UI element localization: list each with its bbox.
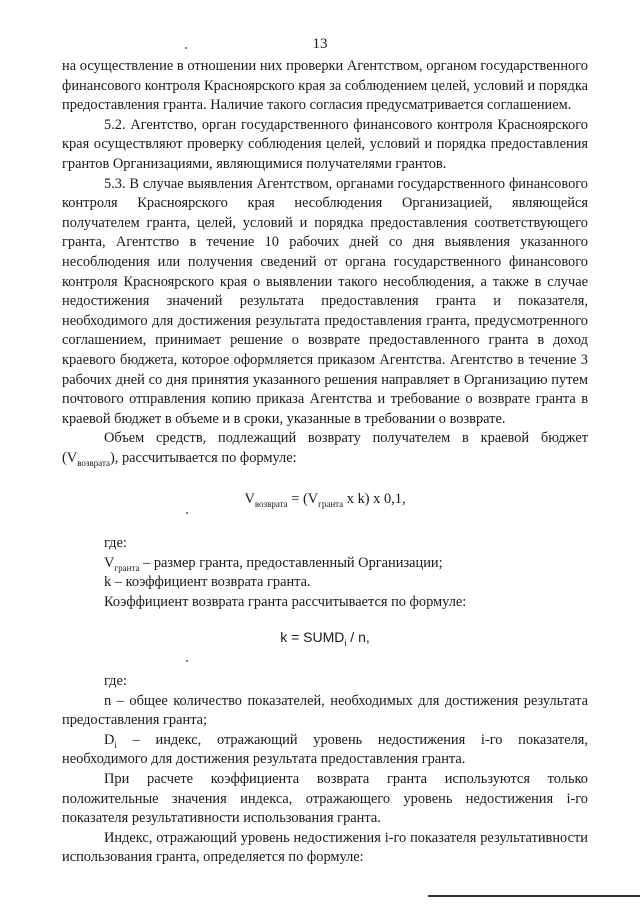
formula-coefficient: $k = SUMD_i / n$, <box>280 629 370 649</box>
scan-edge-line <box>428 895 640 897</box>
scan-speck <box>185 47 187 49</box>
paragraph-index: Индекс, отражающий уровень недостижения i-го показателя результативности использования гранта, определяется по формуле: <box>62 829 588 866</box>
scan-speck <box>186 512 188 514</box>
paragraph-5-2: 5.2. Агентство, орган государственного финансового контроля Красноярского края осуществляют проверку соблюдения целей, условий и порядка предоставления грантов Организациями, являющимися получателями грантов. <box>62 116 588 172</box>
coefficient-intro: Коэффициент возврата гранта рассчитывается по формуле: <box>104 593 467 610</box>
definition-k: k – коэффициент возврата гранта. <box>104 574 311 591</box>
scan-speck <box>186 660 188 662</box>
paragraph-5-3: 5.3. В случае выявления Агентством, органами государственного финансового контроля Красноярского края несоблюдения Организацией, являющейся получателем гранта, целей, условий и порядка предоставления соответствующего гранта, Агентство в течение 10 рабочих дней со дня выявления указанного несоблюдения или получения сведений от органа государственного финансового контроля Красноярского края о выявлении такого несоблюдения, а также в случае недостижения значений результата предоставления гранта и показателя, необходимого для достижения результата предоставления гранта, предусмотренного соглашением, принимает решение о возврате предоставленного гранта в доход краевого бюджета, которое оформляется приказом Агентства. Агентство в течение 3 рабочих дней со дня принятия указанного решения направляет в Организацию путем почтового отправления копию приказа Агентства и требование о возврате гранта в краевой бюджет в объеме и в сроки, указанные в требовании о возврате. <box>62 175 588 427</box>
paragraph-continuation: на осуществление в отношении них проверки Агентством, органом государственного финансового контроля Красноярского края за соблюдением целей, условий и порядка предоставления гранта. Наличие такого согласия предусматривается соглашением. <box>62 58 588 114</box>
where-label-1: где: <box>104 535 127 552</box>
where-label-2: где: <box>104 673 127 690</box>
definition-v: $V_{гранта}$ – размер гранта, предоставленный Организации; <box>104 554 443 573</box>
page-number: 13 <box>312 36 328 52</box>
paragraph-positive-values: При расчете коэффициента возврата гранта используются только положительные значения индекса, отражающего уровень недостижения i-го показателя результативности использования гранта. <box>62 771 588 827</box>
definition-n: n – общее количество показателей, необходимых для достижения результата предоставления гранта; <box>62 692 588 729</box>
definition-d: $D_i$ – индекс, отражающий уровень недостижения i-го показателя, необходимого для достижения результата предоставления гранта. <box>62 731 588 768</box>
formula-volume: $V_{возврата} = (V_{гранта}$ x k) x 0,1, <box>244 491 406 510</box>
document-body <box>62 57 588 868</box>
paragraph-volume: Объем средств, подлежащий возврату получателем в краевой бюджет $(V_{возврата})$, рассчитывается по формуле: <box>62 430 588 468</box>
